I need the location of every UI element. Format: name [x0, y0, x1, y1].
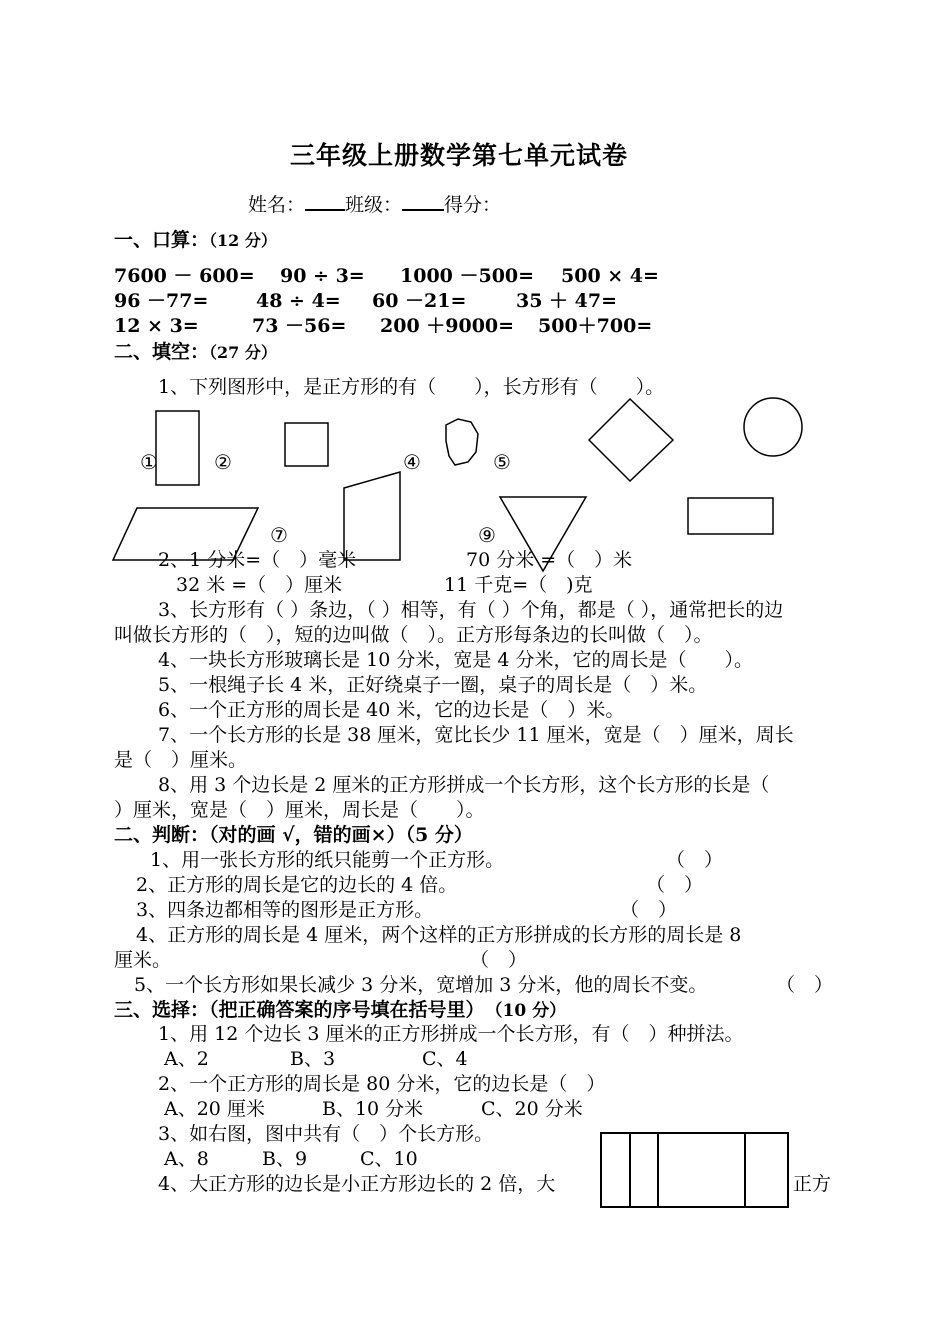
choice-q2-option-b[interactable]: B、10 分米: [322, 1098, 424, 1120]
fill-q7-line2: 是（ ）厘米。: [114, 749, 248, 771]
judge-item-4-line2: 厘米。: [114, 949, 172, 971]
calc-row-2-c1: 96 －77=: [114, 290, 209, 312]
section-2-points: （27 分）: [209, 343, 277, 362]
small-square-shape: [285, 423, 328, 466]
class-label: 班级：: [345, 194, 403, 216]
shape-number-4: ④: [403, 450, 421, 474]
shape-number-7: ⑦: [270, 523, 288, 547]
judge-bracket-1[interactable]: （ ）: [666, 849, 724, 871]
shapes-figure: [0, 0, 950, 580]
choice-q3-option-c[interactable]: C、10: [360, 1148, 418, 1170]
fill-q8-line1: 8、用 3 个边长是 2 厘米的正方形拼成一个长方形，这个长方形的长是（: [158, 774, 770, 796]
shape-number-2: ②: [214, 450, 232, 474]
shape-number-5: ⑤: [493, 450, 511, 474]
fill-q8-line2: ）厘米，宽是（ ）厘米，周长是（ ）。: [114, 799, 485, 821]
judge-bracket-2[interactable]: （ ）: [646, 874, 704, 896]
judge-bracket-5[interactable]: （ ）: [776, 974, 834, 996]
irregular-shape: [446, 419, 478, 465]
wide-rectangle-shape: [688, 498, 773, 534]
choice-q2-option-a[interactable]: A、20 厘米: [164, 1098, 265, 1120]
name-label: 姓名：: [248, 194, 306, 216]
trapezoid-shape: [344, 472, 400, 560]
calc-row-1-c1: 7600 － 600=: [114, 265, 255, 287]
calc-row-2-c4: 35 ＋ 47=: [516, 290, 618, 312]
shape-number-9: ⑨: [478, 523, 496, 547]
fill-q1: 1、下列图形中，是正方形的有（ ），长方形有（ ）。: [158, 376, 665, 398]
calc-row-3-c3: 200 ＋9000=: [380, 315, 515, 337]
calc-row-3-c1: 12 × 3=: [114, 315, 199, 337]
fill-q5: 5、一根绳子长 4 米，正好绕桌子一圈，桌子的周长是（ ）米。: [158, 674, 708, 696]
fill-q2-c: 32 米 =（ ）厘米: [176, 574, 343, 596]
choice-q2: 2、一个正方形的周长是 80 分米，它的边长是（ ）: [158, 1073, 606, 1095]
fill-q7-line1: 7、一个长方形的长是 38 厘米，宽比长少 11 厘米，宽是（ ）厘米，周长: [158, 724, 794, 746]
fill-q2-a: 2、1 分米=（ ）毫米: [158, 549, 357, 571]
section-2-title: 二、填空：: [114, 341, 210, 363]
diamond-square-shape: [589, 399, 673, 481]
judge-item-5: 5、一个长方形如果长减少 3 分米，宽增加 3 分米，他的周长不变。: [134, 974, 708, 996]
judge-bracket-4[interactable]: （ ）: [470, 949, 528, 971]
fill-q3-line1: 3、长方形有（ ）条边，（ ）相等，有（ ）个角，都是（ ），通常把长的边: [158, 599, 784, 621]
calc-row-2-c2: 48 ÷ 4=: [256, 290, 341, 312]
judge-bracket-3[interactable]: （ ）: [620, 899, 678, 921]
circle-shape: [744, 398, 802, 456]
choice-q1-option-c[interactable]: C、4: [422, 1048, 468, 1070]
fill-q3-line2: 叫做长方形的（ ），短的边叫做（ ）。正方形每条边的长叫做（ ）。: [114, 624, 713, 646]
fill-q2-b: 70 分米 =（ ）米: [466, 549, 633, 571]
choice-q2-option-c[interactable]: C、20 分米: [481, 1098, 583, 1120]
section-4-title: 三、选择：（把正确答案的序号填在括号里）: [114, 999, 476, 1021]
calc-row-1-c3: 1000 －500=: [400, 265, 535, 287]
fill-q4: 4、一块长方形玻璃长是 10 分米，宽是 4 分米，它的周长是（ ）。: [158, 649, 754, 671]
choice-q1-option-b[interactable]: B、3: [290, 1048, 336, 1070]
choice-q1-option-a[interactable]: A、2: [164, 1048, 209, 1070]
judge-item-2: 2、正方形的周长是它的边长的 4 倍。: [136, 874, 458, 896]
page-title: 三年级上册数学第七单元试卷: [290, 141, 629, 170]
section-4-heading: [114, 998, 566, 1023]
section-1-title: 一、口算：: [114, 229, 210, 251]
section-1-points: （12 分）: [209, 231, 277, 250]
fill-q2-d: 11 千克=（ )克: [444, 574, 593, 596]
calc-row-1-c4: 500 × 4=: [561, 265, 659, 287]
choice-q3: 3、如右图，图中共有（ ）个长方形。: [158, 1123, 494, 1145]
calc-row-3-c4: 500＋700=: [538, 315, 653, 337]
choice-q3-option-b[interactable]: B、9: [262, 1148, 308, 1170]
calc-row-1-c2: 90 ÷ 3=: [280, 265, 365, 287]
judge-item-4-line1: 4、正方形的周长是 4 厘米，两个这样的正方形拼成的长方形的周长是 8: [136, 924, 742, 946]
choice-q4-text: 4、大正方形的边长是小正方形边长的 2 倍，大: [158, 1173, 556, 1195]
choice-q4-text-tail: 正方: [793, 1173, 832, 1195]
calc-row-2-c3: 60 －21=: [372, 290, 467, 312]
section-4-points: （10 分）: [494, 1001, 567, 1021]
judge-item-1: 1、用一张长方形的纸只能剪一个正方形。: [150, 849, 505, 871]
choice-q3-option-a[interactable]: A、8: [164, 1148, 209, 1170]
rectangles-figure: [600, 1132, 790, 1208]
fill-q6: 6、一个正方形的周长是 40 米，它的边长是（ ）米。: [158, 699, 625, 721]
score-label: 得分：: [444, 194, 502, 216]
section-3-heading: 二、判断：（对的画 √，错的画×）（5 分）: [114, 824, 473, 846]
shape-number-1: ①: [140, 450, 158, 474]
tall-rectangle-shape: [156, 411, 199, 485]
calc-row-3-c2: 73 －56=: [252, 315, 347, 337]
judge-item-3: 3、四条边都相等的图形是正方形。: [136, 899, 434, 921]
choice-q1: 1、用 12 个边长 3 厘米的正方形拼成一个长方形，有（ ）种拼法。: [158, 1023, 744, 1045]
